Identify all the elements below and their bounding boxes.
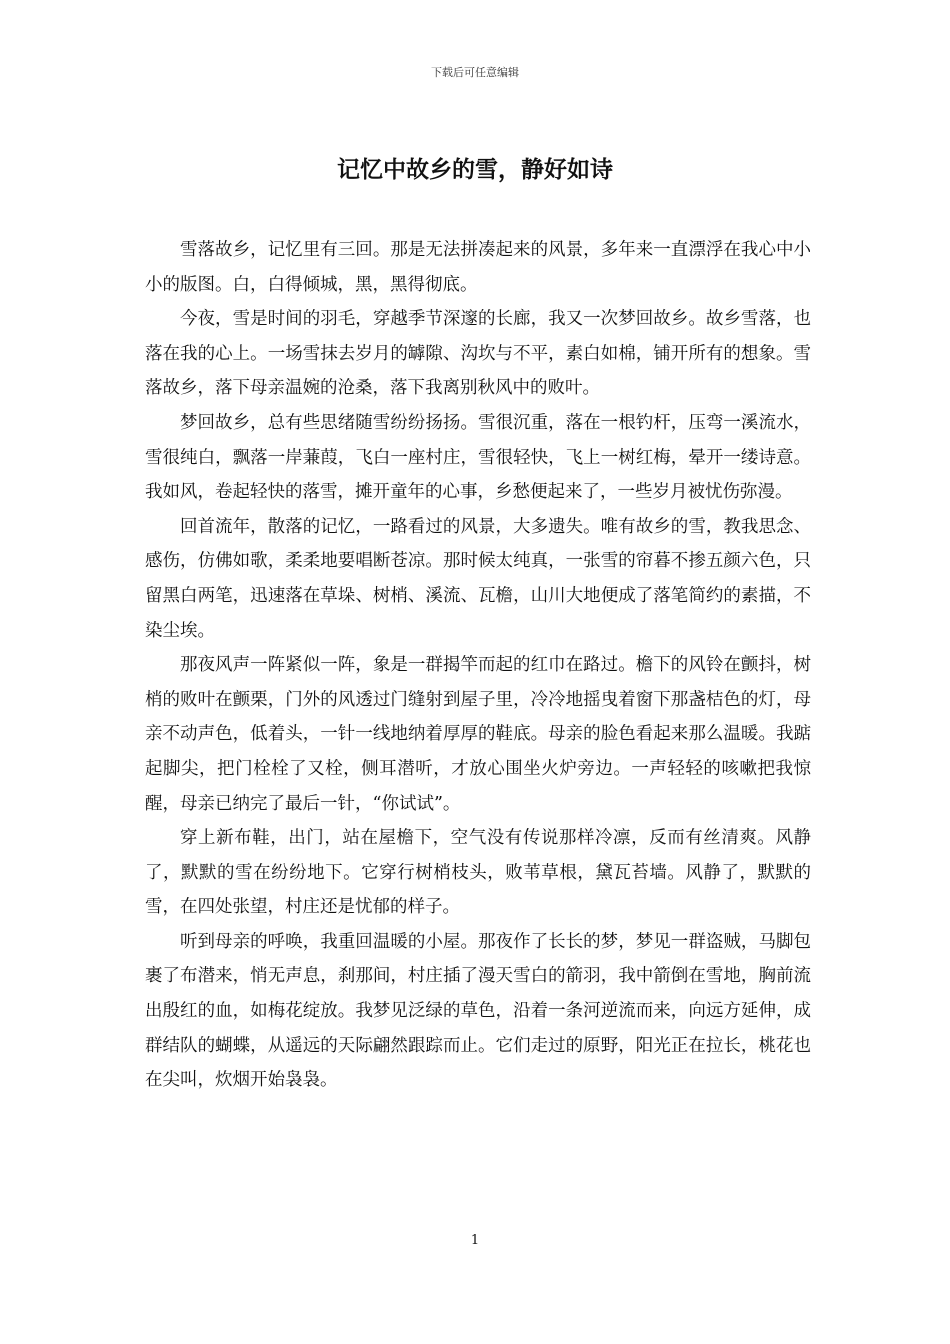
- document-title: 记忆中故乡的雪，静好如诗: [337, 156, 613, 183]
- paragraph: 穿上新布鞋，出门，站在屋檐下，空气没有传说那样冷凛，反而有丝清爽。风静了，默默的雪在纷纷地下。它穿行树梢枝头，败苇草根，黛瓦苔墙。风静了，默默的雪，在四处张望，村庄还是忧郁的样子。: [145, 828, 811, 918]
- header-note: 下载后可任意编辑: [431, 66, 519, 79]
- paragraph: 回首流年，散落的记忆，一路看过的风景，大多遗失。唯有故乡的雪，教我思念、感伤，仿佛如歌，柔柔地要唱断苍凉。那时候太纯真，一张雪的帘暮不掺五颜六色，只留黑白两笔，迅速落在草垛、树梢、溪流、瓦檐，山川大地便成了落笔简约的素描，不染尘埃。: [145, 516, 811, 641]
- paragraph: 今夜，雪是时间的羽毛，穿越季节深邃的长廊，我又一次梦回故乡。故乡雪落，也落在我的心上。一场雪抹去岁月的罅隙、沟坎与不平，素白如棉，铺开所有的想象。雪落故乡，落下母亲温婉的沧桑，落下我离别秋风中的败叶。: [145, 309, 811, 399]
- paragraph: 梦回故乡，总有些思绪随雪纷纷扬扬。雪很沉重，落在一根钓杆，压弯一溪流水，雪很纯白，飘落一岸蒹葭，飞白一座村庄，雪很轻快，飞上一树红梅，晕开一缕诗意。我如风，卷起轻快的落雪，摊开童年的心事，乡愁便起来了，一些岁月被忧伤弥漫。: [145, 412, 811, 503]
- document-body: [145, 233, 811, 1098]
- paragraph: 雪落故乡，记忆里有三回。那是无法拼凑起来的风景，多年来一直漂浮在我心中小小的版图。白，白得倾城，黑，黑得彻底。: [145, 240, 811, 295]
- page-number: 1: [470, 1233, 480, 1248]
- paragraph: 那夜风声一阵紧似一阵，象是一群揭竿而起的红巾在路过。檐下的风铃在颤抖，树梢的败叶在颤栗，门外的风透过门缝射到屋子里，冷冷地摇曳着窗下那盏桔色的灯，母亲不动声色，低着头，一针一线地纳着厚厚的鞋底。母亲的脸色看起来那么温暖。我踮起脚尖，把门栓栓了又栓，侧耳潜听，才放心围坐火炉旁边。一声轻轻的咳嗽把我惊醒，母亲已纳完了最后一针，“你试试”。: [145, 655, 811, 814]
- paragraph: 听到母亲的呼唤，我重回温暖的小屋。那夜作了长长的梦，梦见一群盗贼，马脚包裹了布潜来，悄无声息，刹那间，村庄插了漫天雪白的箭羽，我中箭倒在雪地，胸前流出殷红的血，如梅花绽放。我梦见泛绿的草色，沿着一条河逆流而来，向远方延伸，成群结队的蝴蝶，从遥远的天际翩然跟踪而止。它们走过的原野，阳光正在拉长，桃花也在尖叫，炊烟开始袅袅。: [145, 931, 811, 1091]
